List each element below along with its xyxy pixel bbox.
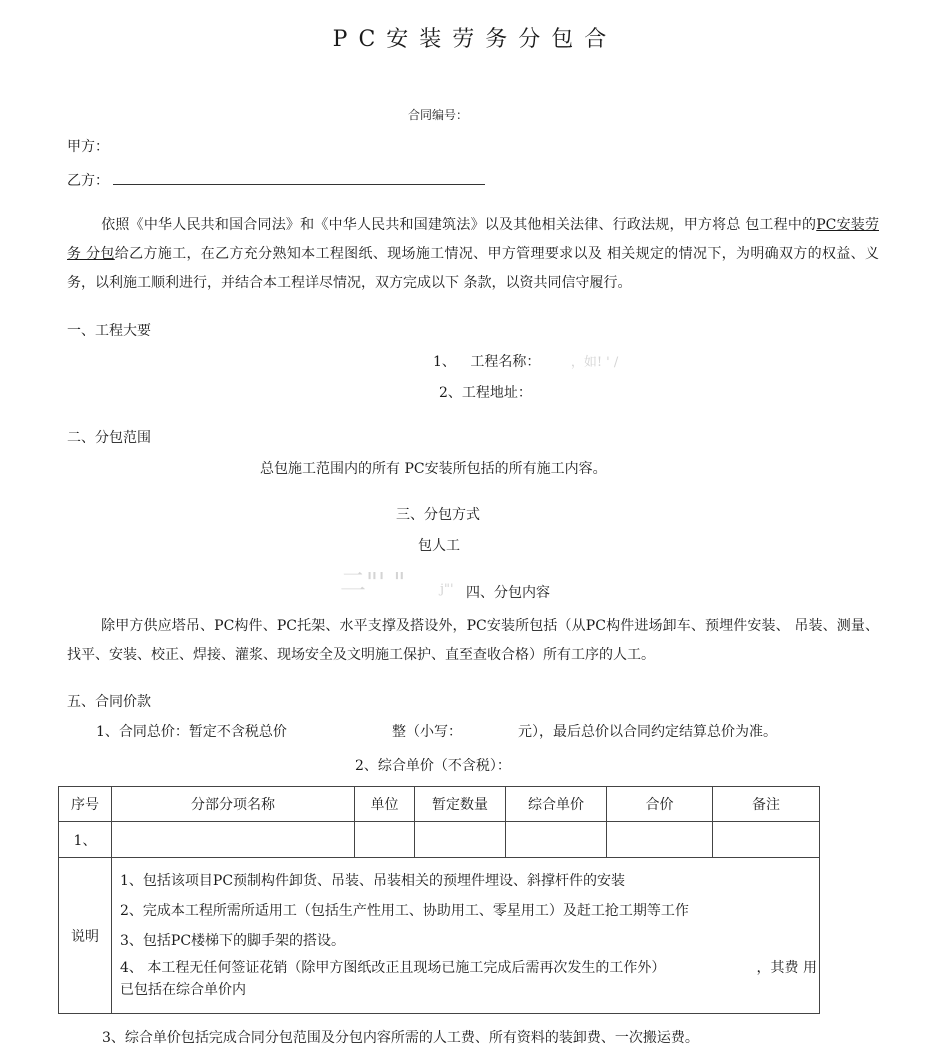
section-4-text: 除甲方供应塔吊、PC构件、PC托架、水平支撑及搭设外，PC安装所包括（从PC构件进场卸车、预埋件安装、 吊装、测量、找平、安装、校正、焊接、灌浆、现场安全及文明施工保护、直至查收合格）所有工序的人工。 [67,618,879,663]
faint-scan-marks: 二"' " [340,568,406,598]
table-cell [713,822,820,858]
section-3-heading: 三、分包方式 [396,507,480,523]
section-2-heading: 二、分包范围 [67,430,151,446]
section-4-heading: 四、分包内容 [466,585,550,601]
table-header-row [59,787,820,822]
table-cell [415,822,506,858]
project-name-item [433,351,618,371]
project-name-number: 1、 [433,354,456,370]
header-cell: 备注 [713,787,820,822]
project-name-label: 工程名称： [470,354,541,370]
note-line: 1、包括该项目PC预制构件卸货、吊装、吊装相关的预埋件埋设、斜撑杆件的安装 [120,872,626,889]
unit-price-title: 2、综合单价（不含税）： [355,758,511,774]
note-line-4 [120,960,817,977]
section-3-text: 包人工 [418,538,460,554]
section-5-footer-text: 3、综合单价包括完成合同分包范围及分包内容所需的人工费、所有资料的装卸费、一次搬运费。 [102,1030,699,1046]
party-b-row [67,170,485,190]
header-cell: 单位 [355,787,415,822]
table-cell [355,822,415,858]
faint-scan-j: j"' [440,582,454,597]
intro-text-2: 给乙方施工，在乙方充分熟知本工程图纸、现场施工情况、甲方管理要求以及 相关规定的情况下，为明确双方的权益、义务，以利施工顺利进行，并结合本工程详尽情况，双方完成以下 条款，以资共同信守履行。 [67,246,879,291]
note-4-continuation: 已包括在综合单价内 [120,981,246,998]
notes-label-cell: 说明 [59,858,112,1014]
party-b-blank-line [113,172,485,185]
header-cell: 综合单价 [506,787,607,822]
section-1-heading: 一、工程大要 [67,323,151,339]
project-address-number: 2、 [439,385,462,401]
note-line: 3、包括PC楼梯下的脚手架的搭设。 [120,932,346,949]
header-cell: 分部分项名称 [112,787,355,822]
notes-row [59,858,820,1014]
header-cell: 暂定数量 [415,787,506,822]
header-cell: 合价 [607,787,713,822]
note-4-tail: ，其费 用 [756,959,817,976]
contract-number-label: 合同编号： [408,108,469,122]
intro-underlined-text: PC安装劳务 分包 [67,217,879,262]
table-row [59,822,820,858]
row-index-cell: 1、 [59,822,112,858]
party-b-label: 乙方： [67,173,109,189]
note-line: 2、完成本工程所需所适用工（包括生产性用工、协助用工、零星用工）及赶工抢工期等工作 [120,902,689,919]
total-price-text-1: 1、合同总价：暂定不含税总价 [96,724,287,740]
section-4-paragraph [67,612,879,670]
total-price-text-3: 元），最后总价以合同约定结算总价为准。 [518,724,777,740]
section-2-text: 总包施工范围内的所有 PC安装所包括的所有施工内容。 [260,461,607,477]
notes-cell [112,858,820,1014]
table-cell [607,822,713,858]
faint-scan-text: ，如! ' / [570,355,619,370]
page-title: PC安装劳务分包合 [332,27,618,52]
project-address-item [439,382,532,402]
table-cell [112,822,355,858]
unit-price-table [58,786,820,1014]
header-cell: 序号 [59,787,112,822]
note-4-text: 4、 本工程无任何签证花销（除甲方图纸改正且现场已施工完成后需再次发生的工作外） [120,959,666,976]
total-price-text-2: 整（小写： [392,724,462,740]
intro-text-1: 依照《中华人民共和国合同法》和《中华人民共和国建筑法》以及其他相关法律、行政法规，甲方将总 包工程中的 [101,217,817,233]
project-address-label: 工程地址： [461,385,532,401]
section-5-heading: 五、合同价款 [67,694,151,710]
intro-paragraph [67,211,879,298]
party-a-label: 甲方： [67,139,109,155]
table-cell [506,822,607,858]
